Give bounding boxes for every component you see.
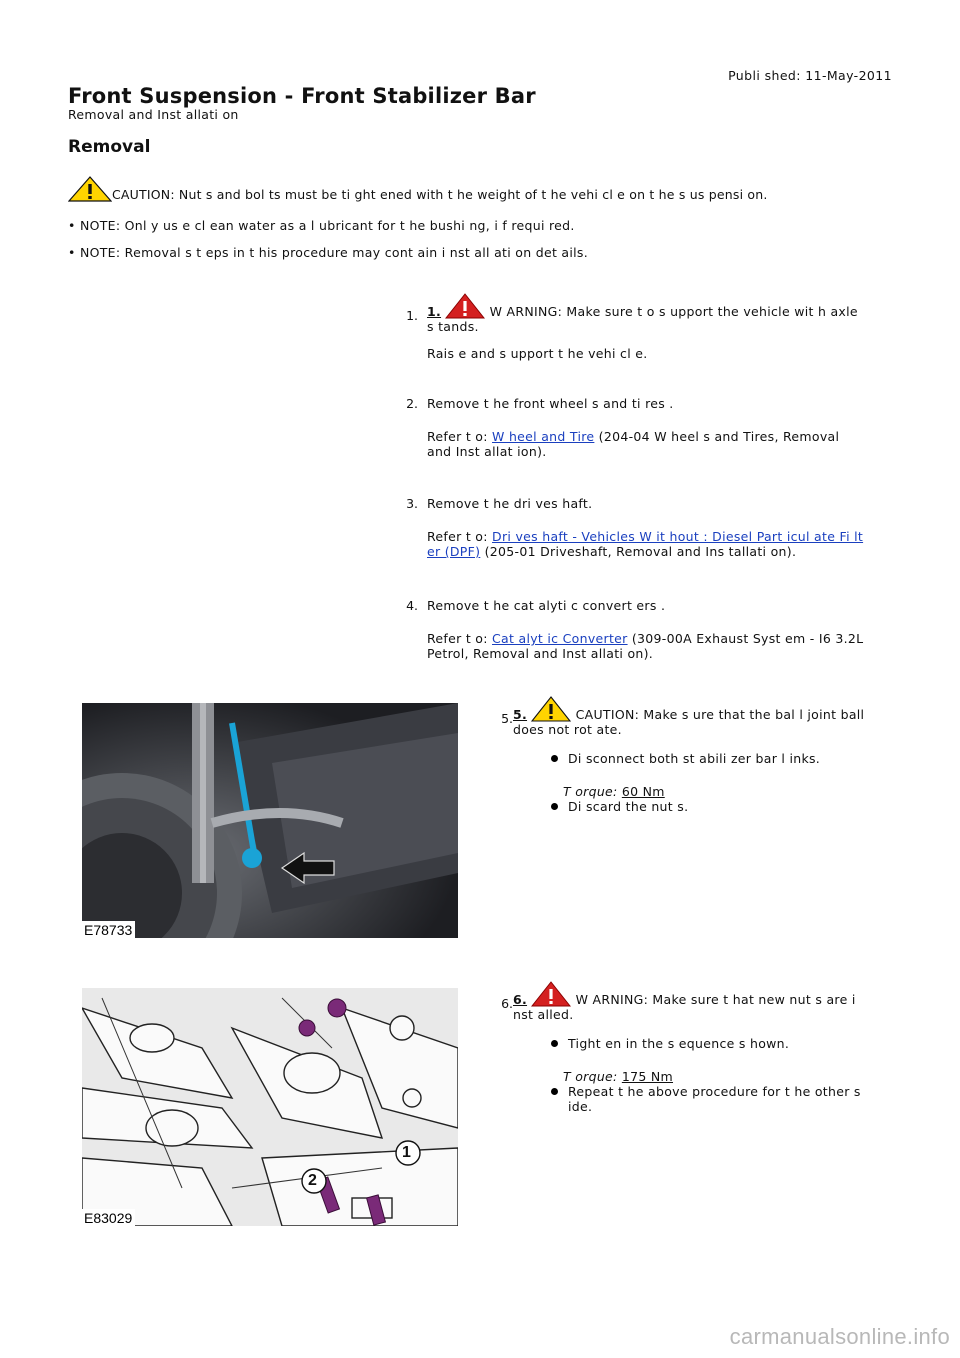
step-5 — [513, 696, 873, 814]
step-reference — [427, 631, 867, 661]
step-number: 3. — [406, 496, 418, 511]
catalytic-converter-link[interactable]: Cat alyt ic Converter — [492, 631, 628, 646]
caution-text: CAUTION: Make s ure that the bal l joint ball does not rot ate. — [513, 707, 865, 737]
wheel-and-tire-link[interactable]: W heel and Tire — [492, 429, 595, 444]
caution-triangle-icon — [531, 696, 571, 722]
torque-value: 175 Nm — [621, 1069, 674, 1084]
step-lead: 6. — [513, 992, 528, 1007]
step-lead: 1. — [427, 304, 442, 319]
torque-label: T orque: — [563, 784, 618, 799]
refer-suffix: (205-01 Driveshaft, Removal and Ins tallati on). — [480, 544, 797, 559]
page-title: Front Suspension - Front Stabilizer Bar — [68, 84, 536, 108]
step-instruction: Rais e and s upport t he vehi cl e. — [427, 346, 648, 361]
bullet-text: Repeat t he above procedure for t he other s ide. — [568, 1084, 861, 1114]
step-action: Remove t he cat alyti c convert ers . — [427, 598, 666, 613]
list-item — [563, 1084, 873, 1114]
caution-triangle-icon — [68, 176, 112, 202]
step-1 — [427, 293, 867, 361]
torque-spec — [563, 1069, 873, 1084]
torque-spec — [563, 784, 873, 799]
section-heading: Removal — [68, 137, 151, 157]
watermark: carmanualsonline.info — [729, 1324, 950, 1349]
warning-triangle-icon — [531, 981, 571, 1007]
step-lead: 5. — [513, 707, 528, 722]
bullet-text: Tight en in the s equence s hown. — [568, 1036, 790, 1051]
step-action: Remove t he dri ves haft. — [427, 496, 593, 511]
page-subtitle: Removal and Inst allati on — [68, 107, 239, 122]
bullet-text: Di scard the nut s. — [568, 799, 689, 814]
step-5-figure — [82, 703, 458, 938]
list-item — [563, 751, 873, 766]
step-action: Remove t he front wheel s and ti res . — [427, 396, 674, 411]
warning-text: W ARNING: Make sure t o s upport the vehicle wit h axle s tands. — [427, 304, 858, 334]
step-number: 6. — [501, 996, 513, 1011]
refer-suffix: (204-04 W heel s and Tires, Removal and Inst allat ion). — [427, 429, 840, 459]
warning-text: W ARNING: Make sure t hat new nut s are i nst alled. — [513, 992, 856, 1022]
step-4 — [427, 598, 867, 661]
refer-suffix: (309-00A Exhaust Syst em - I6 3.2L Petrol, Removal and Inst allati on). — [427, 631, 864, 661]
bullet-text: Di sconnect both st abili zer bar l inks. — [568, 751, 821, 766]
step-reference — [427, 529, 867, 559]
note-installation-details: • NOTE: Removal s t eps in t his procedure may cont ain i nst all ati on det ails. — [68, 245, 589, 260]
list-item — [563, 799, 873, 814]
step-number: 1. — [406, 308, 418, 323]
stabilizer-link-illustration — [82, 703, 458, 938]
figure-id: E78733 — [82, 921, 135, 938]
step-number: 4. — [406, 598, 418, 613]
published-date: Publi shed: 11-May-2011 — [728, 68, 892, 83]
refer-label: Refer t o: — [427, 529, 493, 544]
step-number: 5. — [501, 711, 513, 726]
warning-triangle-icon — [445, 293, 485, 319]
subframe-bolts-illustration — [82, 988, 458, 1226]
list-item — [563, 1036, 873, 1051]
caution-text: CAUTION: Nut s and bol ts must be ti ght ened with t he weight of t he vehi cl e on t he s us pensi on. — [112, 187, 768, 202]
callout-2: 2 — [308, 1172, 317, 1189]
step-reference — [427, 429, 867, 459]
step-2 — [427, 396, 867, 459]
callout-1: 1 — [402, 1144, 411, 1161]
caution-notice — [68, 176, 768, 202]
step-3 — [427, 496, 867, 559]
figure-id: E83029 — [82, 1209, 135, 1226]
step-6 — [513, 981, 873, 1114]
refer-label: Refer t o: — [427, 429, 493, 444]
refer-label: Refer t o: — [427, 631, 493, 646]
torque-label: T orque: — [563, 1069, 618, 1084]
step-number: 2. — [406, 396, 418, 411]
driveshaft-link[interactable]: Dri ves haft - Vehicles W it hout : Diesel Part icul ate Fi lt er (DPF) — [427, 529, 864, 559]
note-lubricant: • NOTE: Onl y us e cl ean water as a l ubricant for t he bushi ng, i f requi red. — [68, 218, 575, 233]
step-6-figure — [82, 988, 458, 1226]
torque-value: 60 Nm — [621, 784, 665, 799]
